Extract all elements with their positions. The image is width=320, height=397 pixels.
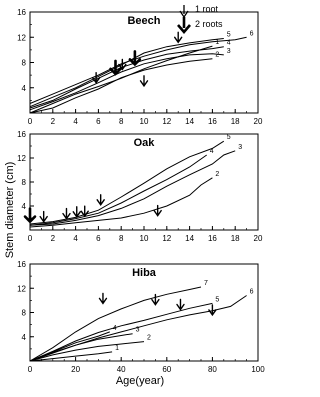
x-tick-label: 18 — [230, 234, 240, 243]
legend-two-roots: 2 roots — [195, 19, 223, 29]
y-tick-label: 4 — [21, 83, 26, 93]
series-label-2: 2 — [147, 334, 151, 342]
x-axis-label: Age(year) — [115, 375, 165, 387]
series-line-3 — [30, 151, 235, 225]
x-tick-label: 14 — [185, 117, 195, 126]
one-root-arrow-icon — [141, 76, 148, 86]
y-tick-label: 12 — [17, 154, 26, 163]
series-label-1: 1 — [215, 39, 220, 47]
series-label-2: 2 — [215, 170, 220, 178]
panel-oak — [17, 130, 263, 243]
panel-title: Hiba — [132, 267, 156, 279]
one-root-arrow-icon — [177, 299, 184, 309]
one-root-arrow-icon — [175, 32, 182, 42]
x-tick-label: 14 — [185, 234, 195, 243]
x-tick-label: 16 — [207, 117, 217, 126]
y-tick-label: 8 — [21, 178, 26, 187]
x-tick-label: 4 — [73, 117, 78, 126]
x-tick-label: 20 — [253, 117, 263, 126]
series-label-4: 4 — [226, 39, 231, 47]
x-tick-label: 40 — [116, 365, 126, 374]
x-tick-label: 100 — [251, 365, 265, 374]
two-roots-arrow-icon — [25, 209, 35, 222]
x-tick-label: 0 — [27, 117, 33, 126]
series-label-7: 7 — [204, 280, 208, 288]
legend — [178, 4, 223, 32]
legend-arrow-large-icon — [178, 17, 190, 32]
y-tick-label: 8 — [21, 58, 26, 68]
x-tick-label: 20 — [71, 365, 81, 374]
x-tick-label: 2 — [50, 234, 56, 243]
one-root-arrow-icon — [73, 207, 80, 217]
series-label-2: 2 — [215, 51, 220, 59]
y-tick-label: 4 — [21, 332, 26, 342]
x-tick-label: 18 — [230, 117, 240, 126]
y-tick-label: 12 — [17, 284, 26, 294]
x-tick-label: 8 — [118, 234, 124, 243]
series-label-5: 5 — [226, 31, 231, 39]
x-tick-label: 0 — [27, 365, 33, 374]
x-tick-label: 4 — [73, 234, 78, 243]
one-root-arrow-icon — [63, 209, 70, 219]
x-tick-label: 12 — [162, 234, 172, 243]
x-tick-label: 12 — [162, 117, 172, 126]
y-tick-label: 16 — [17, 8, 26, 17]
y-axis-label: Stem diameter (cm) — [4, 161, 16, 259]
panel-beech — [17, 8, 263, 126]
y-tick-label: 16 — [17, 130, 26, 139]
legend-arrow-small-icon — [180, 5, 188, 17]
series-label-4: 4 — [209, 148, 214, 155]
series-label-3: 3 — [226, 47, 231, 55]
one-root-arrow-icon — [99, 293, 106, 303]
series-label-5: 5 — [215, 296, 220, 304]
two-roots-arrow-icon — [111, 61, 121, 74]
series-label-6: 6 — [249, 30, 254, 38]
plot-frame — [30, 12, 258, 113]
series-label-3: 3 — [238, 143, 243, 151]
series-label-1: 1 — [115, 344, 119, 352]
y-tick-label: 8 — [21, 308, 26, 318]
panel-title: Beech — [127, 15, 161, 27]
x-tick-label: 20 — [253, 234, 263, 243]
x-tick-label: 0 — [27, 234, 33, 243]
series-label-6: 6 — [249, 288, 254, 296]
one-root-arrow-icon — [152, 295, 159, 305]
x-tick-label: 6 — [96, 117, 101, 126]
x-tick-label: 2 — [50, 117, 56, 126]
one-root-arrow-icon — [97, 195, 104, 205]
series-label-5: 5 — [226, 134, 231, 142]
x-tick-label: 10 — [139, 234, 149, 243]
y-tick-label: 4 — [21, 202, 26, 211]
series-line-4 — [30, 155, 207, 225]
y-tick-label: 12 — [17, 33, 26, 43]
x-tick-label: 8 — [118, 117, 124, 126]
series-label-4: 4 — [112, 324, 117, 332]
panel-title: Oak — [133, 137, 155, 149]
x-tick-label: 16 — [207, 234, 217, 243]
legend-one-root: 1 root — [195, 4, 219, 14]
series-line-5 — [30, 39, 224, 107]
one-root-arrow-icon — [81, 206, 88, 216]
series-line-5 — [30, 141, 224, 224]
one-root-arrow-icon — [154, 206, 161, 216]
one-root-arrow-icon — [40, 212, 47, 222]
panel-hiba — [17, 260, 265, 374]
x-tick-label: 60 — [162, 365, 172, 374]
x-tick-label: 80 — [207, 365, 217, 374]
y-tick-label: 16 — [17, 260, 26, 269]
x-tick-label: 6 — [96, 234, 101, 243]
x-tick-label: 10 — [139, 117, 149, 126]
series-label-3: 3 — [135, 326, 140, 334]
series-line-2 — [30, 178, 212, 227]
